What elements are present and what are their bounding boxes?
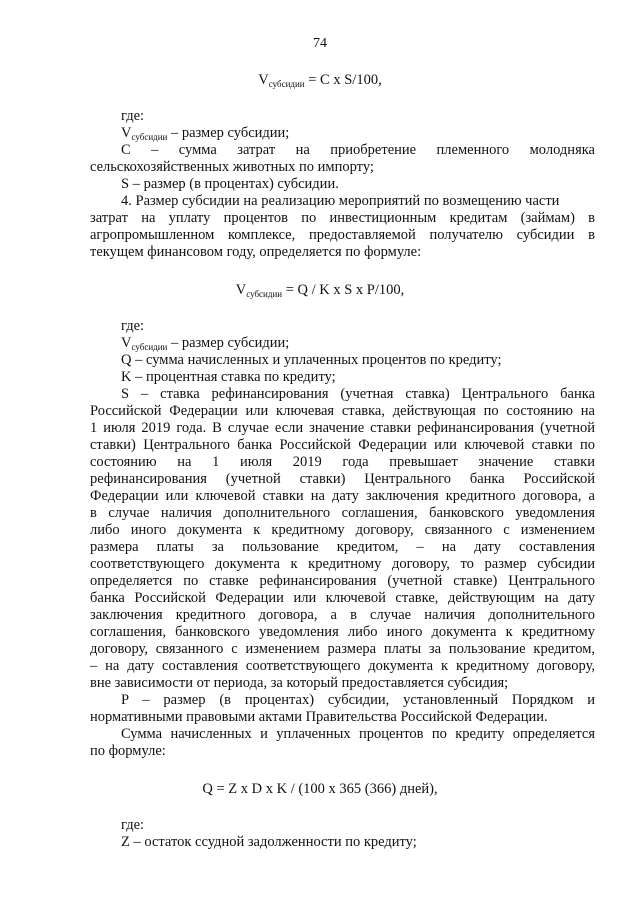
text-line: вне зависимости от периода, за который предоставляется субсидия; <box>90 675 509 691</box>
text-line: определяется по ставке рефинансирования (учетной ставке) Центрального <box>90 573 595 589</box>
text-line: договору, связанного с изменением размера платы за пользование кредитом, <box>90 641 595 657</box>
formula-variable: V <box>121 125 132 141</box>
text-line: ставки) Центрального банка Российской Федерации или ключевой ставки по <box>90 437 595 453</box>
formula-expression: = C x S/100, <box>304 72 382 88</box>
text-line: S – размер (в процентах) субсидии. <box>121 176 339 192</box>
text-line: где: <box>121 318 145 334</box>
formula-subsidy-interest <box>0 282 640 299</box>
text-line: либо иного документа к кредитному договору, связанного с изменением <box>90 522 595 538</box>
formula-subscript: субсидии <box>246 289 283 299</box>
formula-subscript: субсидии <box>131 342 168 352</box>
text-line: где: <box>121 108 145 124</box>
text-line: – на дату составления соответствующего документа к кредитному договору, <box>90 658 595 674</box>
text-line: затрат на уплату процентов по инвестиционным кредитам (займам) в <box>90 210 595 226</box>
definition-text: – размер субсидии; <box>167 125 290 141</box>
text-line: соответствующего документа к кредитному договору, то размер субсидии <box>90 556 595 572</box>
formula-subscript: субсидии <box>268 79 305 89</box>
text-line: Федерации или ключевой ставки на дату заключения кредитного договора, а <box>90 488 595 504</box>
text-line: 4. Размер субсидии на реализацию мероприятий по возмещению части <box>121 193 560 209</box>
formula-variable: V <box>121 335 132 351</box>
text-line: по формуле: <box>90 743 166 759</box>
text-line: рефинансирования (учетной ставки) Центрального банка Российской <box>90 471 595 487</box>
text-line: C – сумма затрат на приобретение племенного молодняка <box>121 142 595 158</box>
text-line: агропромышленном комплексе, предоставляемой получателю субсидии в <box>90 227 595 243</box>
text-line: 1 июля 2019 года. В случае если значение ставки рефинансирования (учетной <box>90 420 595 436</box>
text-line: текущем финансовом году, определяется по формуле: <box>90 244 422 260</box>
formula-interest-sum: Q = Z x D x K / (100 x 365 (366) дней), <box>202 781 438 797</box>
text-line: где: <box>121 817 145 833</box>
text-line: состоянию на 1 июля 2019 года превышает значение ставки <box>90 454 595 470</box>
text-line: банка Российской Федерации или ключевой ставке, действующим на дату <box>90 590 595 606</box>
text-line: нормативными правовыми актами Правительства Российской Федерации. <box>90 709 548 725</box>
text-line: размера платы за пользование кредитом, – на дату составления <box>90 539 595 555</box>
text-line: Российской Федерации или ключевая ставка, действующая по состоянию на <box>90 403 595 419</box>
text-line: K – процентная ставка по кредиту; <box>121 369 336 385</box>
text-line: P – размер (в процентах) субсидии, установленный Порядком и <box>121 692 595 708</box>
text-line: соглашения, банковского уведомления либо иного документа к кредитному <box>90 624 595 640</box>
formula-subscript: субсидии <box>131 132 168 142</box>
text-line: Z – остаток ссудной задолженности по кредиту; <box>121 834 417 850</box>
formula-subsidy-import <box>0 72 640 89</box>
text-line: S – ставка рефинансирования (учетная ставка) Центрального банка <box>121 386 595 402</box>
formula-variable: V <box>235 282 247 298</box>
text-line: заключения кредитного договора, а в случае наличия дополнительного <box>90 607 595 623</box>
definition-text: – размер субсидии; <box>167 335 290 351</box>
text-line: сельскохозяйственных животных по импорту; <box>90 159 374 175</box>
formula-variable: V <box>258 72 269 88</box>
text-line: в случае наличия дополнительного соглашения, банковского уведомления <box>90 505 595 521</box>
formula-expression: = Q / K x S x P/100, <box>282 282 405 298</box>
page-number: 74 <box>313 36 327 51</box>
text-line: Q – сумма начисленных и уплаченных процентов по кредиту; <box>121 352 502 368</box>
text-line: Сумма начисленных и уплаченных процентов по кредиту определяется <box>121 726 595 742</box>
